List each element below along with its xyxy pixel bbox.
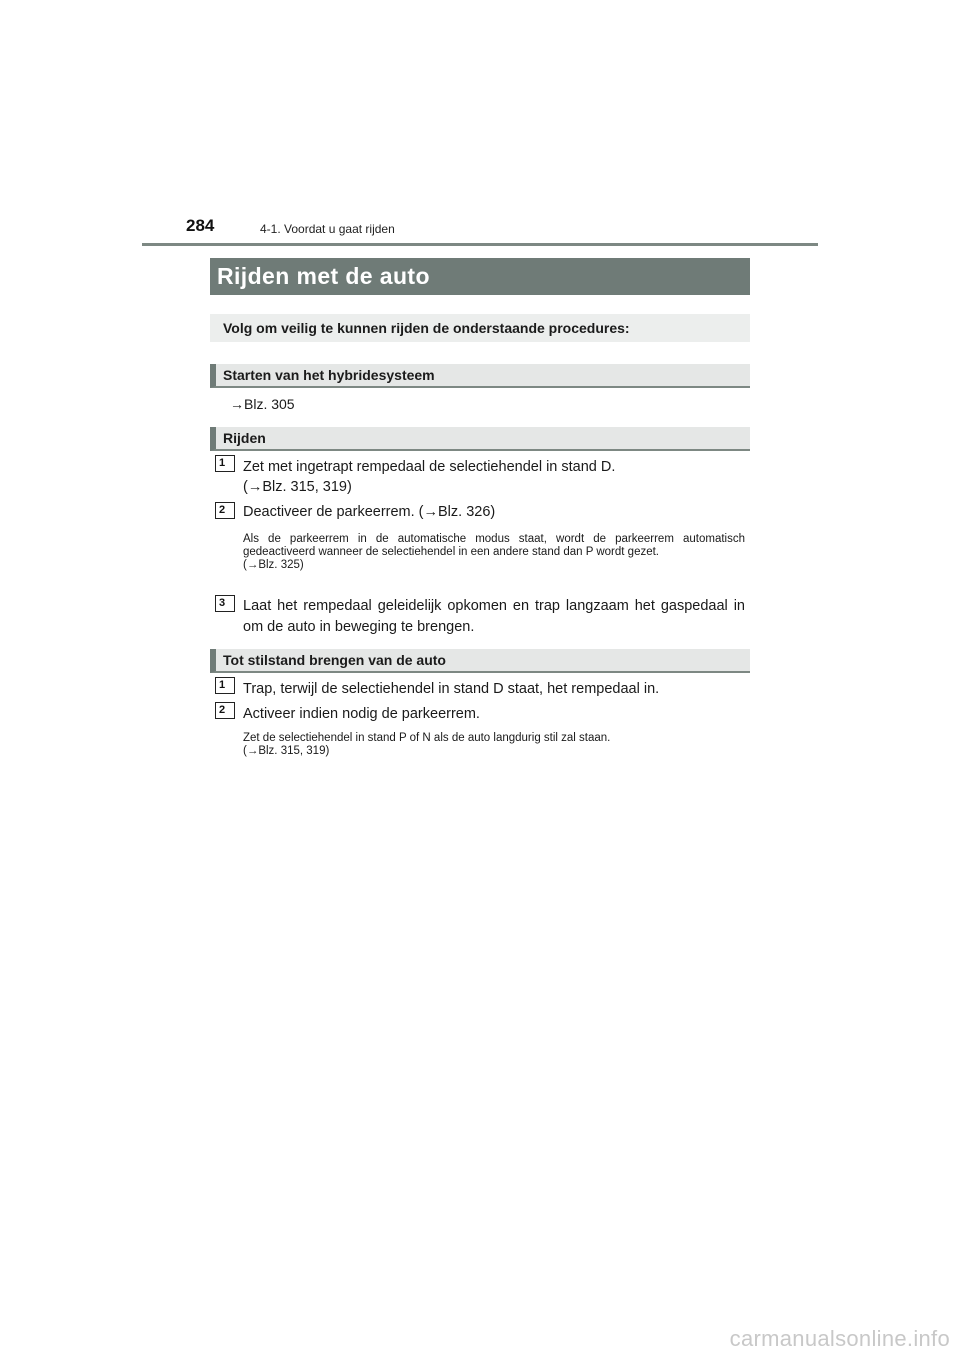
- step-text: Trap, terwijl de selectiehendel in stand D staat, het rempedaal in.: [243, 681, 660, 697]
- step-text: [243, 457, 745, 497]
- step-text: Activeer indien nodig de parkeerrem.: [243, 706, 480, 722]
- page-number: 284: [186, 216, 215, 235]
- step-number-badge: 1: [215, 455, 235, 472]
- step-number-badge: 2: [215, 502, 235, 519]
- note-text: Als de parkeerrem in de automatische modus staat, wordt de parkeerrem automatisch gedeactiveerd wanneer de selectiehendel in een andere stand dan P wordt gezet.: [243, 533, 745, 558]
- step-text-ref: (→Blz. 315, 319): [243, 479, 352, 495]
- watermark: carmanualsonline.info: [729, 1326, 950, 1351]
- header-divider: [142, 243, 818, 246]
- page-reference: →Blz. 305: [230, 396, 295, 412]
- step-text: Laat het rempedaal geleidelijk opkomen en trap langzaam het gaspedaal in om de auto in beweging te brengen.: [243, 598, 745, 635]
- heading-rijden: Rijden: [210, 427, 750, 451]
- step-number-badge: 1: [215, 677, 235, 694]
- note-ref: (→Blz. 315, 319): [243, 745, 330, 757]
- note-text: Zet de selectiehendel in stand P of N als de auto langdurig stil zal staan.: [243, 732, 611, 744]
- heading-starten: Starten van het hybridesysteem: [210, 364, 750, 388]
- breadcrumb: 4-1. Voordat u gaat rijden: [260, 222, 395, 236]
- intro-box: Volg om veilig te kunnen rijden de onderstaande procedures:: [210, 314, 750, 342]
- section-title-band: [210, 258, 750, 295]
- page-title: Rijden met de auto: [217, 263, 430, 289]
- step-text-line: Zet met ingetrapt rempedaal de selectiehendel in stand D.: [243, 459, 616, 475]
- heading-stilstand: Tot stilstand brengen van de auto: [210, 649, 750, 673]
- step-number-badge: 2: [215, 702, 235, 719]
- note-ref: (→Blz. 325): [243, 559, 304, 571]
- step-number-badge: 3: [215, 595, 235, 612]
- step-text: Deactiveer de parkeerrem. (→Blz. 326): [243, 504, 496, 520]
- step-note: [243, 533, 745, 572]
- step-note: [243, 732, 745, 758]
